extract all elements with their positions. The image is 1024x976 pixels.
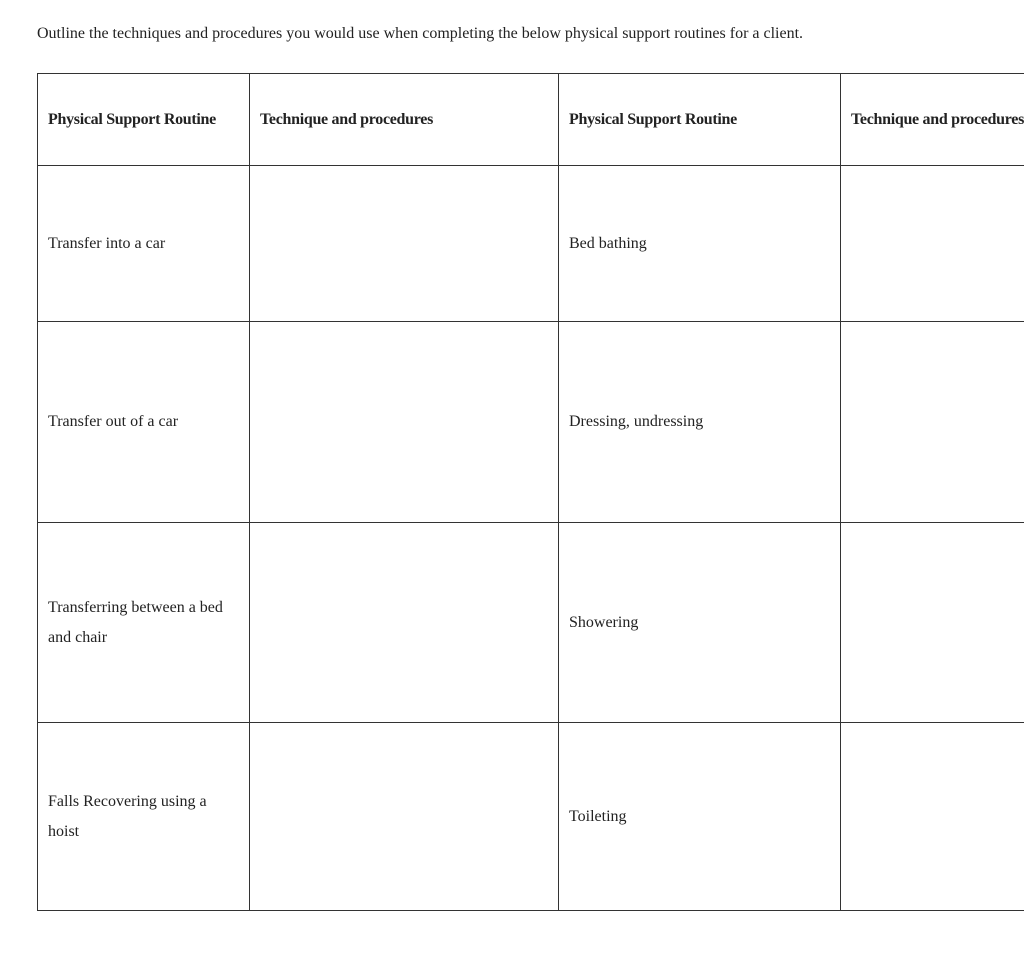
header-technique-and-procedures-1: Technique and procedures (250, 74, 559, 166)
routine-cell: Transfer out of a car (38, 322, 250, 523)
table-row (38, 523, 1024, 723)
table-header-row (38, 74, 1024, 166)
technique-cell[interactable] (250, 723, 559, 911)
technique-cell[interactable] (250, 322, 559, 523)
table-row (38, 723, 1024, 911)
routine-cell: Toileting (559, 723, 841, 911)
technique-cell[interactable] (841, 166, 1024, 322)
technique-cell[interactable] (250, 166, 559, 322)
instruction-text: Outline the techniques and procedures you would use when completing the below physical support routines for a client. (37, 25, 804, 42)
routine-cell: Bed bathing (559, 166, 841, 322)
technique-cell[interactable] (841, 723, 1024, 911)
table-row (38, 166, 1024, 322)
header-physical-support-routine-2: Physical Support Routine (559, 74, 841, 166)
routine-cell: Showering (559, 523, 841, 723)
routine-cell: Transferring between a bed and chair (38, 523, 250, 723)
technique-cell[interactable] (841, 523, 1024, 723)
routine-cell: Falls Recovering using a hoist (38, 723, 250, 911)
technique-cell[interactable] (250, 523, 559, 723)
table-row (38, 322, 1024, 523)
routine-cell: Transfer into a car (38, 166, 250, 322)
header-technique-and-procedures-2: Technique and procedures (841, 74, 1024, 166)
header-physical-support-routine-1: Physical Support Routine (38, 74, 250, 166)
technique-cell[interactable] (841, 322, 1024, 523)
physical-support-table (37, 73, 1024, 911)
routine-cell: Dressing, undressing (559, 322, 841, 523)
